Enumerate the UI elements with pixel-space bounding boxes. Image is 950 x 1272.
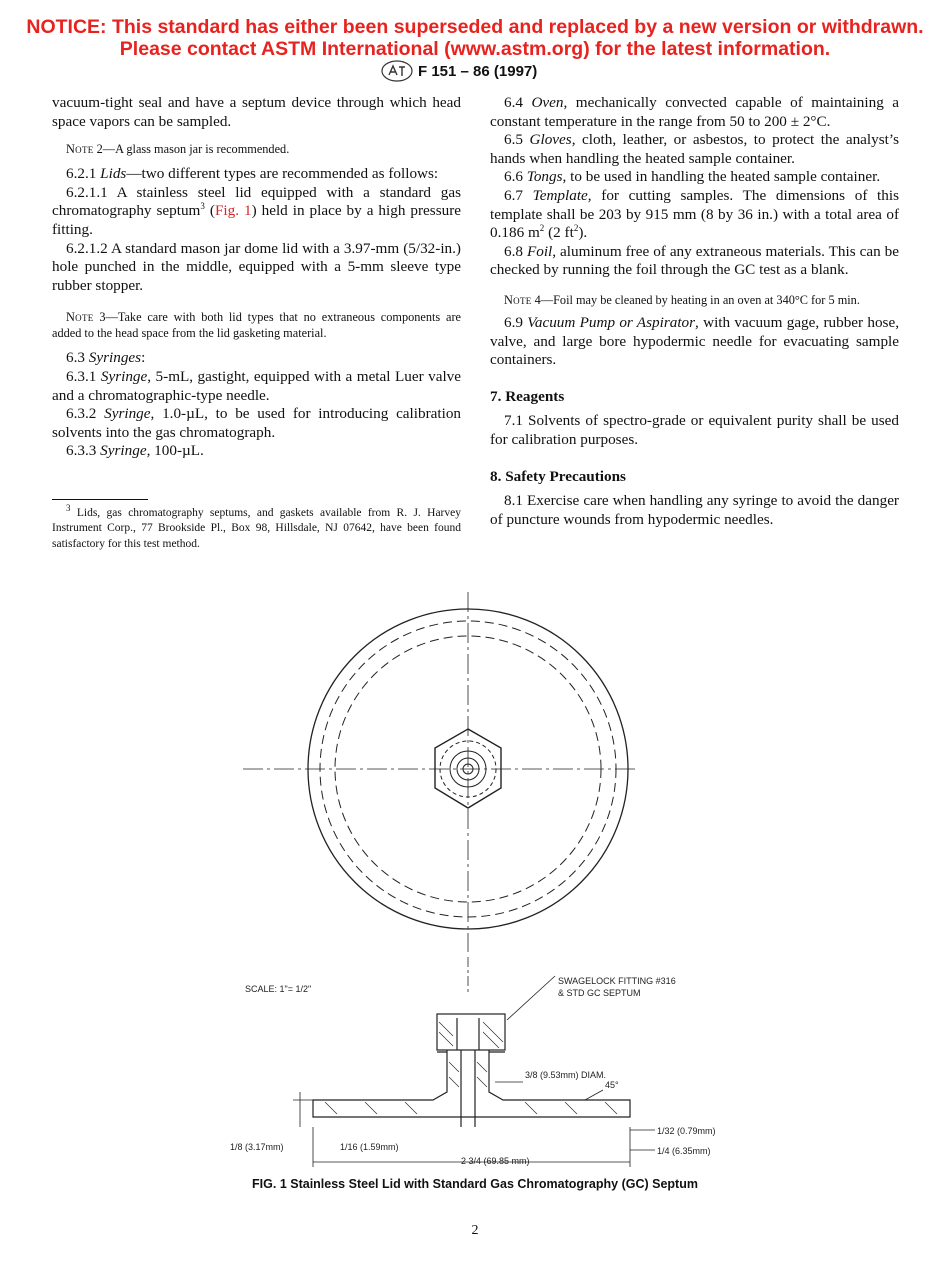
- section-title: Lids: [100, 165, 127, 183]
- footnote-ref[interactable]: 3: [200, 201, 205, 212]
- dim-left-label: 1/8 (3.17mm): [230, 1142, 284, 1152]
- note-text: 4—Foil may be cleaned by heating in an oven at 340°C for 5 min.: [531, 292, 860, 307]
- figure-caption: FIG. 1 Stainless Steel Lid with Standard Gas Chromatography (GC) Septum: [252, 1177, 698, 1191]
- notice-line-2: Please contact ASTM International (www.astm.org) for the latest information.: [119, 38, 831, 60]
- lid-plan-view: [243, 592, 635, 952]
- note-text: 2—A glass mason jar is recommended.: [93, 142, 290, 157]
- section-number: 6.7: [504, 186, 533, 204]
- paragraph-continuation: vacuum-tight seal and have a septum device through which head space vapors can be sampled.: [52, 94, 461, 130]
- section-6-5: [490, 131, 899, 168]
- footnote-text: Lids, gas chromatography septums, and gaskets available from R. J. Harvey Instrument Corp., 77 Brookside Pl., Box 98, Hillsdale, NJ 07642, have been found satisfactory for this test method.: [52, 506, 461, 550]
- note-3: [52, 309, 461, 341]
- section-text: , for cutting samples. The dimensions of this template shall be 203 by 915 mm (8 by 36 in.) with a total area of 0.186 m: [490, 186, 899, 242]
- note-2: [52, 141, 461, 157]
- section-6-4: [490, 94, 899, 131]
- section-title: Vacuum Pump or Aspirator: [527, 313, 696, 331]
- section-6-3-3: [52, 442, 461, 461]
- astm-logo-icon: [380, 60, 414, 82]
- note-label: Note: [504, 292, 532, 307]
- fitting-label-1: SWAGELOCK FITTING #316: [558, 976, 676, 986]
- section-text: , 100-µL.: [146, 442, 204, 460]
- section-text: , to be used in handling the heated sample container.: [562, 168, 881, 186]
- section-6-2-1-2: 6.2.1.2 A standard mason jar dome lid with a 3.97-mm (5/32-in.) hole punched in the middle, equipped with a 5-mm sleeve type rubber stopper.: [52, 239, 461, 294]
- section-6-3: 6.3 Syringes:: [66, 349, 146, 367]
- section-text: (2 ft: [544, 224, 574, 242]
- section-number: 6.3.3: [66, 442, 101, 460]
- withdrawal-notice: [0, 16, 950, 60]
- section-6-8: [490, 243, 899, 280]
- right-column: [490, 94, 899, 529]
- section-title: Foil: [526, 242, 553, 260]
- dim-thickness-label: 1/16 (1.59mm): [340, 1142, 399, 1152]
- section-title: Syringes: [88, 349, 142, 367]
- section-text: ).: [578, 224, 588, 242]
- left-column: [52, 94, 461, 552]
- section-text: 6.2.1.1 A stainless steel lid equipped with a standard gas chromatography septum: [52, 183, 461, 220]
- figure-1-link[interactable]: Fig. 1: [214, 202, 252, 220]
- section-text: , mechanically convected capable of maintaining a constant temperature in the range from 50 to 200 ± 2°C.: [490, 94, 900, 130]
- section-title: Gloves: [529, 131, 572, 149]
- section-6-6: [490, 168, 899, 187]
- page-number: 2: [471, 1223, 479, 1238]
- note-label: Note: [66, 142, 94, 157]
- section-6-3-1: [52, 368, 461, 405]
- note-label: Note: [66, 310, 94, 325]
- section-title: Template: [532, 186, 588, 204]
- note-4: [490, 292, 899, 308]
- section-number: 6.9: [504, 313, 528, 331]
- footnote-divider: [52, 499, 148, 500]
- section-6-3-2: [52, 405, 461, 442]
- designation: F 151 – 86 (1997): [418, 62, 538, 80]
- section-6-7: [490, 187, 899, 243]
- superscript: 2: [539, 223, 545, 234]
- section-6-2-1-1: 6.2.1.1 A stainless steel lid equipped with a standard gas chromatography septum$^3$ (Fig. 1) held in place by a high pressure fitting.: [52, 183, 462, 238]
- section-title: Tongs: [526, 168, 563, 186]
- section-number: 6.3.2: [66, 405, 105, 423]
- angle-label: 45°: [605, 1080, 619, 1090]
- footnote-3: [52, 503, 461, 553]
- superscript: 2: [573, 223, 579, 234]
- section-number: 6.3.1: [66, 367, 101, 385]
- section-8-1: 8.1 Exercise care when handling any syringe to avoid the danger of puncture wounds from hypodermic needles.: [490, 492, 899, 528]
- dim-right-1-label: 1/32 (0.79mm): [657, 1126, 716, 1136]
- section-text: , aluminum free of any extraneous materials. This can be checked by running the foil through the GC test as a blank.: [490, 242, 899, 279]
- section-text: —two different types are recommended as follows:: [126, 165, 439, 183]
- section-number: 6.3: [66, 349, 89, 367]
- dim-width-label: 2 3/4 (69.85 mm): [461, 1156, 530, 1166]
- footnote-marker: 3: [66, 503, 71, 514]
- scale-label: SCALE: 1"= 1/2": [245, 984, 312, 994]
- notice-line-1: NOTICE: This standard has either been superseded and replaced by a new version or withdrawn.: [26, 16, 924, 38]
- section-text: , 5-mL, gastight, equipped with a metal Luer valve and a chromatographic-type needle.: [52, 367, 461, 404]
- section-6-9: [490, 314, 899, 370]
- section-number: 6.2.1: [66, 165, 101, 183]
- section-text: , 1.0-µL, to be used for introducing calibration solvents into the gas chromatograph.: [52, 405, 462, 441]
- section-7-1: 7.1 Solvents of spectro-grade or equivalent purity shall be used for calibration purposes.: [490, 412, 899, 448]
- section-number: 6.8: [504, 242, 527, 260]
- diameter-label: 3/8 (9.53mm) DIAM.: [525, 1070, 607, 1080]
- section-text: held in place by a high pressure fitting.: [52, 202, 462, 238]
- heading-reagents: 7. Reagents: [490, 387, 565, 405]
- section-text: , cloth, leather, or asbestos, to protect the analyst’s hands when handling the heated sample container.: [490, 131, 899, 167]
- fitting-label-2: & STD GC SEPTUM: [558, 988, 641, 998]
- heading-safety-precautions: 8. Safety Precautions: [490, 467, 626, 485]
- section-number: 6.6: [504, 168, 527, 186]
- section-title: Oven: [531, 94, 564, 111]
- section-title: Syringe: [104, 405, 151, 423]
- section-text: , with vacuum gage, rubber hose, valve, and large bore hypodermic needle for evacuating sample containers.: [490, 313, 899, 369]
- document-header: [380, 60, 600, 82]
- section-title: Syringe: [100, 367, 148, 385]
- section-number: 6.5: [504, 131, 530, 149]
- figure-1-drawing: [225, 582, 725, 1180]
- section-6-2-1: [52, 165, 461, 184]
- section-title: Syringe: [100, 442, 147, 460]
- note-text: 3—Take care with both lid types that no extraneous components are added to the head space from the lid gasketing material.: [52, 310, 461, 341]
- section-number: 6.4: [504, 94, 532, 111]
- dim-right-2-label: 1/4 (6.35mm): [657, 1146, 711, 1156]
